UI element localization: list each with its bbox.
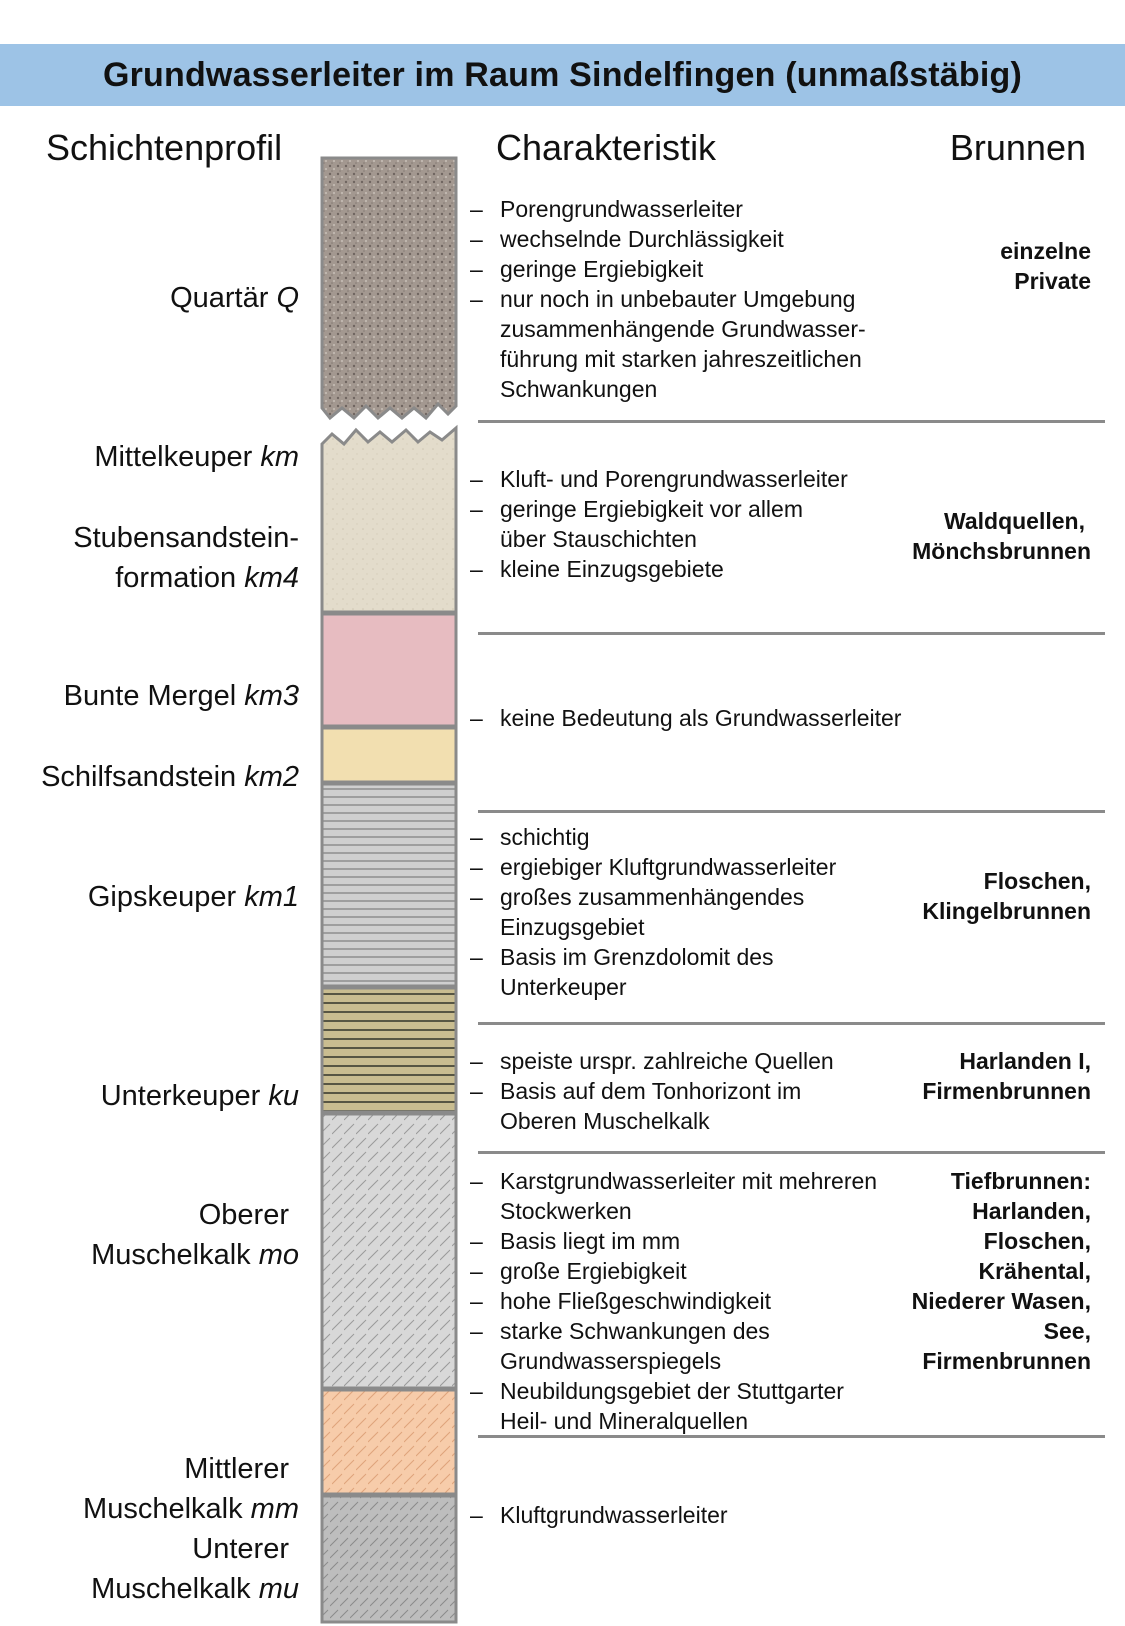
list-item: – Basis auf dem Tonhorizont im (470, 1076, 834, 1106)
layer-label-gipskeuper: Gipskeuper km1 (87, 881, 299, 913)
list-item-continuation: Einzugsgebiet (500, 914, 645, 940)
wells-quartaer: einzelne Private (1000, 238, 1091, 294)
title-bar (0, 44, 1125, 106)
header-profile: Schichtenprofil (46, 127, 283, 168)
wells-oberer-muschelkalk: Tiefbrunnen: Harlanden, Floschen, Krähental, Niederer Wasen, See, Firmenbrunnen (911, 1168, 1091, 1374)
layer-schilfsandstein (322, 728, 456, 782)
header-wells: Brunnen (949, 127, 1086, 168)
list-item: – große Ergiebigkeit (470, 1256, 877, 1286)
list-item-continuation: Unterkeuper (500, 974, 627, 1000)
list-item-continuation: Oberen Muschelkalk (500, 1108, 710, 1134)
layer-label-mittlerer-muschelkalk: Mittlerer Muschelkalk mm (83, 1453, 299, 1525)
list-item-continuation: über Stauschichten (500, 526, 697, 552)
layer-label-stubensandstein: Stubensandstein- formation km4 (73, 522, 299, 594)
wells-unterkeuper: Harlanden I, Firmenbrunnen (922, 1048, 1091, 1104)
list-item: – schichtig (470, 822, 836, 852)
layer-stubensandstein (322, 428, 456, 612)
list-item: – geringe Ergiebigkeit vor allem (470, 494, 848, 524)
wells-stubensandstein: Waldquellen, Mönchsbrunnen (912, 508, 1091, 564)
list-item: – speiste urspr. zahlreiche Quellen (470, 1046, 834, 1076)
separator (478, 632, 1105, 635)
layer-label-mittelkeuper: Mittelkeuper km (94, 441, 299, 473)
strata-column (320, 156, 460, 1626)
wells-gipskeuper: Floschen, Klingelbrunnen (922, 868, 1091, 924)
header-characteristic: Charakteristik (496, 127, 717, 168)
list-item: – großes zusammenhängendes (470, 882, 836, 912)
list-item-continuation: zusammenhängende Grundwasser- (500, 316, 866, 342)
layer-unterer-muschelkalk (322, 1496, 456, 1622)
layer-label-quartaer: Quartär Q (170, 282, 299, 314)
separator (478, 1151, 1105, 1154)
layer-unterkeuper (322, 988, 456, 1112)
list-item: – geringe Ergiebigkeit (470, 254, 866, 284)
list-item: – wechselnde Durchlässigkeit (470, 224, 866, 254)
layer-label-schilfsandstein: Schilfsandstein km2 (41, 761, 299, 793)
list-item-continuation: führung mit starken jahreszeitlichen (500, 346, 862, 372)
separator (478, 810, 1105, 813)
list-item: – Kluftgrundwasserleiter (470, 1500, 728, 1530)
list-item: – hohe Fließgeschwindigkeit (470, 1286, 877, 1316)
list-item: – keine Bedeutung als Grundwasserleiter (470, 703, 901, 733)
layer-gipskeuper (322, 784, 456, 986)
separator (478, 1022, 1105, 1025)
list-item-continuation: Schwankungen (500, 376, 658, 402)
characteristic-stubensandstein (470, 464, 848, 584)
layer-label-oberer-muschelkalk: Oberer Muschelkalk mo (91, 1199, 299, 1271)
characteristic-unterkeuper (470, 1046, 834, 1136)
characteristic-mittlerer-muschelkalk (470, 1500, 728, 1530)
layer-label-unterer-muschelkalk: Unterer Muschelkalk mu (91, 1533, 299, 1605)
list-item: – nur noch in unbebauter Umgebung (470, 284, 866, 314)
list-item: – Porengrundwasserleiter (470, 194, 866, 224)
characteristic-quartaer (470, 194, 866, 404)
list-item: – ergiebiger Kluftgrundwasserleiter (470, 852, 836, 882)
list-item: – starke Schwankungen des (470, 1316, 877, 1346)
layer-bunte-mergel (322, 614, 456, 726)
layer-quartaer (322, 158, 456, 418)
list-item: – Neubildungsgebiet der Stuttgarter (470, 1376, 877, 1406)
separator (478, 420, 1105, 423)
list-item: – Basis liegt im mm (470, 1226, 877, 1256)
list-item-continuation: Grundwasserspiegels (500, 1348, 722, 1374)
list-item: – kleine Einzugsgebiete (470, 554, 848, 584)
list-item: – Karstgrundwasserleiter mit mehreren (470, 1166, 877, 1196)
list-item: – Basis im Grenzdolomit des (470, 942, 836, 972)
page-title: Grundwasserleiter im Raum Sindelfingen (unmaßstäbig) (102, 55, 1023, 94)
characteristic-gipskeuper (470, 822, 836, 1002)
layer-oberer-muschelkalk (322, 1114, 456, 1388)
layer-label-bunte-mergel: Bunte Mergel km3 (63, 680, 299, 712)
list-item: – Kluft- und Porengrundwasserleiter (470, 464, 848, 494)
list-item-continuation: Stockwerken (500, 1198, 632, 1224)
characteristic-bunte-mergel (470, 703, 901, 733)
characteristic-oberer-muschelkalk (470, 1166, 877, 1436)
layer-mittlerer-muschelkalk (322, 1390, 456, 1494)
list-item-continuation: Heil- und Mineralquellen (500, 1408, 749, 1434)
layer-label-unterkeuper: Unterkeuper ku (100, 1080, 299, 1112)
